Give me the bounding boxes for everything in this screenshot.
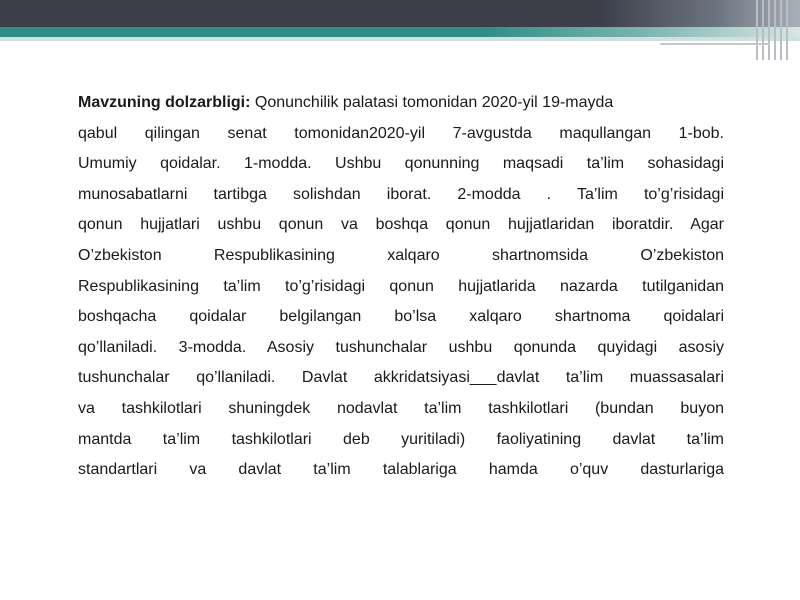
text-line-3: Umumiy qoidalar. 1-modda. Ushbu qonunning maqsadi ta’lim sohasidagi [78, 155, 724, 173]
lead-heading: Mavzuning dolzarbligi: [78, 94, 251, 111]
text-line-7: Respublikasining ta’lim to’g’risidagi qonun hujjatlarida nazarda tutilganidan [78, 277, 724, 295]
right-decoration-lines [756, 0, 790, 60]
teal-thin-rule [0, 37, 800, 41]
text-line-2: qabul qilingan senat tomonidan2020-yil 7-avgustda maqullangan 1-bob. [78, 124, 724, 142]
text-line-1-rest: Qonunchilik palatasi tomonidan 2020-yil 19-mayda [250, 94, 614, 111]
text-line-9: qo’llaniladi. 3-modda. Asosiy tushunchalar ushbu qonunda quyidagi asosiy [78, 338, 724, 356]
text-line-8: boshqacha qoidalar belgilangan bo’lsa xalqaro shartnoma qoidalari [78, 308, 724, 326]
text-line-11: va tashkilotlari shuningdek nodavlat ta’lim tashkilotlari (bundan buyon [78, 399, 724, 417]
text-line-10: tushunchalar qo’llaniladi. Davlat akkridatsiyasi___davlat ta’lim muassasalari [78, 369, 724, 387]
text-line-5: qonun hujjatlari ushbu qonun va boshqa qonun hujjatlaridan iboratdir. Agar [78, 216, 724, 234]
teal-decoration-band [0, 27, 800, 37]
gray-decoration-rule [660, 43, 770, 45]
text-line-12: mantda ta’lim tashkilotlari deb yuritiladi) faoliyatining davlat ta’lim [78, 430, 724, 448]
text-line-6: O’zbekiston Respublikasining xalqaro shartnomsida O’zbekiston [78, 246, 724, 264]
text-line-13: standartlari va davlat ta’lim talablariga hamda o’quv dasturlariga [78, 461, 724, 479]
text-line-1 [78, 88, 724, 119]
slide-body-text [78, 88, 724, 486]
text-line-4: munosabatlarni tartibga solishdan iborat. 2-modda . Ta’lim to’g’risidagi [78, 185, 724, 203]
top-decoration-bar [0, 0, 800, 27]
